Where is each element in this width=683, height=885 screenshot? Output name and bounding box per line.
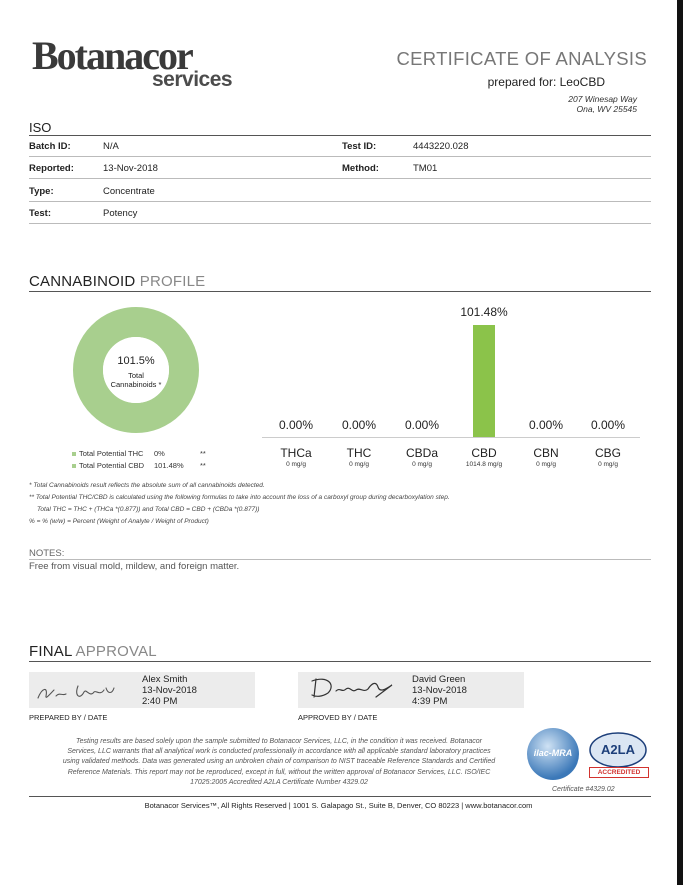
cannabinoid-profile-heading	[29, 273, 205, 290]
bar-chart-baseline	[262, 437, 640, 438]
heading-light: APPROVAL	[71, 643, 157, 660]
footer-divider	[29, 796, 651, 797]
legend-swatch	[72, 464, 76, 468]
approved-by-label: APPROVED BY / DATE	[298, 713, 378, 722]
method-label: Method:	[342, 163, 379, 174]
bar-value-label: 0.00%	[590, 418, 626, 432]
approved-signature	[306, 673, 406, 705]
prepared-by-label: PREPARED BY / DATE	[29, 713, 108, 722]
bar-category-label: CBN	[533, 446, 559, 460]
footnote-total-cannabinoids: * Total Cannabinoids result reflects the absolute sum of all cannabinoids detected.	[29, 482, 265, 489]
disclaimer-line: using validated methods. Data was generated using an unbroken chain of comparison to NIST traceable Reference Standards and Certified	[62, 758, 496, 766]
type-value: Concentrate	[103, 186, 155, 197]
final-approval-heading	[29, 643, 157, 660]
bar-mg-label: 1014.8 mg/g	[465, 461, 503, 468]
bar-category-label: CBDa	[405, 446, 438, 460]
client-address-line1: 207 Winesap Way	[568, 94, 637, 104]
bar-category-label: CBD	[471, 446, 497, 460]
bar-mg-label: 0 mg/g	[412, 461, 432, 468]
page-edge	[677, 0, 683, 885]
batch-id-value: N/A	[103, 141, 119, 152]
heading-bold: CANNABINOID	[29, 273, 136, 290]
bar-mg-label: 0 mg/g	[536, 461, 556, 468]
footnote-formula: Total THC = THC + (THCa *(0.877)) and Total CBD = CBD + (CBDa *(0.877))	[37, 506, 260, 513]
legend-thc-value: 0%	[154, 449, 165, 458]
disclaimer	[34, 737, 524, 788]
heading-light: PROFILE	[135, 273, 206, 290]
disclaimer-line: Testing results are based solely upon the sample submitted to Botanacor Services, LLC, in the condition it was received. Botanacor	[76, 738, 482, 745]
disclaimer-line: Reference Materials. This report may not be reproduced, except in full, without the written approval of Botanacor Services, LLC. ISO/IEC	[67, 768, 491, 776]
ilac-mra-text: ilac-MRA	[533, 748, 573, 758]
bar-value-label: 0.00%	[341, 418, 377, 432]
document-title: CERTIFICATE OF ANALYSIS	[396, 48, 647, 69]
divider	[29, 291, 651, 292]
bar-category-label: CBG	[594, 446, 621, 460]
row-divider	[29, 156, 651, 157]
client-address-line2: Ona, WV 25545	[576, 104, 637, 114]
row-divider	[29, 178, 651, 179]
footer: Botanacor Services™, All Rights Reserved | 1001 S. Galapago St., Suite B, Denver, CO 80223 | www.botanacor.com	[144, 801, 533, 810]
disclaimer-line: Services, LLC warrants that all analytical work is conducted professionally in accordance with all applicable standard laboratory practices	[67, 748, 491, 756]
approved-time: 4:39 PM	[412, 696, 448, 707]
logo-wordmark: Botanacor	[32, 33, 192, 78]
legend-cbd-label: Total Potential CBD	[79, 461, 145, 470]
test-id-value: 4443220.028	[413, 141, 469, 152]
footnote-total-potential: ** Total Potential THC/CBD is calculated using the following formulas to take into account the loss of a carboxyl group during decarboxylation step.	[29, 494, 450, 501]
row-divider	[29, 201, 651, 202]
notes-label: NOTES:	[29, 548, 65, 559]
divider	[29, 661, 651, 662]
prepared-for: prepared for: LeoCBD	[487, 75, 605, 89]
heading-bold: FINAL	[29, 643, 72, 660]
batch-id-label: Batch ID:	[29, 141, 71, 152]
bar-mg-label: 0 mg/g	[598, 461, 618, 468]
iso-heading: ISO	[29, 120, 52, 135]
legend-cbd-value: 101.48%	[154, 461, 184, 470]
prepared-date: 13-Nov-2018	[142, 685, 197, 696]
reported-value: 13-Nov-2018	[103, 163, 158, 174]
a2la-text: A2LA	[601, 742, 635, 757]
bar-value-label: 0.00%	[278, 418, 314, 432]
certificate-number: Certificate #4329.02	[552, 786, 615, 793]
type-label: Type:	[29, 186, 54, 197]
legend-cbd-star: **	[200, 461, 206, 470]
divider	[29, 135, 651, 136]
test-value: Potency	[103, 208, 138, 219]
bar-value-label: 101.48%	[460, 305, 508, 319]
disclaimer-line: 17025:2005 Accredited A2LA Certificate Number 4329.02	[190, 778, 368, 786]
botanacor-logo	[32, 33, 247, 96]
legend-swatch	[72, 452, 76, 456]
total-cannabinoids-donut	[73, 307, 199, 433]
donut-label-total: Total	[128, 371, 144, 380]
donut-percentage: 101.5%	[117, 355, 155, 367]
bar-category-label: THCa	[280, 446, 312, 460]
prepared-by-name: Alex Smith	[142, 674, 188, 685]
test-label: Test:	[29, 208, 51, 219]
notes-text: Free from visual mold, mildew, and foreign matter.	[29, 561, 240, 572]
reported-label: Reported:	[29, 163, 74, 174]
prepared-time: 2:40 PM	[142, 696, 178, 707]
accredited-banner: ACCREDITED	[589, 767, 649, 778]
donut-hole	[103, 337, 169, 403]
test-id-label: Test ID:	[342, 141, 377, 152]
logo-services: services	[152, 68, 233, 91]
bar-category-label: THC	[346, 446, 372, 460]
bar-value-label: 0.00%	[404, 418, 440, 432]
donut-label-cannabinoids: Cannabinoids *	[110, 380, 162, 389]
method-value: TM01	[413, 163, 438, 174]
legend-total-thc	[72, 449, 206, 458]
legend-thc-label: Total Potential THC	[79, 449, 144, 458]
bar-value-label: 0.00%	[528, 418, 564, 432]
row-divider	[29, 223, 651, 224]
approved-date: 13-Nov-2018	[412, 685, 467, 696]
bar-cbd	[473, 325, 495, 437]
prepared-signature	[34, 676, 129, 706]
legend-total-cbd	[72, 461, 206, 470]
approved-by-name: David Green	[412, 674, 466, 685]
bar-mg-label: 0 mg/g	[286, 461, 306, 468]
bar-mg-label: 0 mg/g	[349, 461, 369, 468]
notes-divider	[29, 559, 651, 560]
legend-thc-star: **	[200, 449, 206, 458]
footnote-percent: % = % (w/w) = Percent (Weight of Analyte / Weight of Product)	[29, 518, 209, 525]
